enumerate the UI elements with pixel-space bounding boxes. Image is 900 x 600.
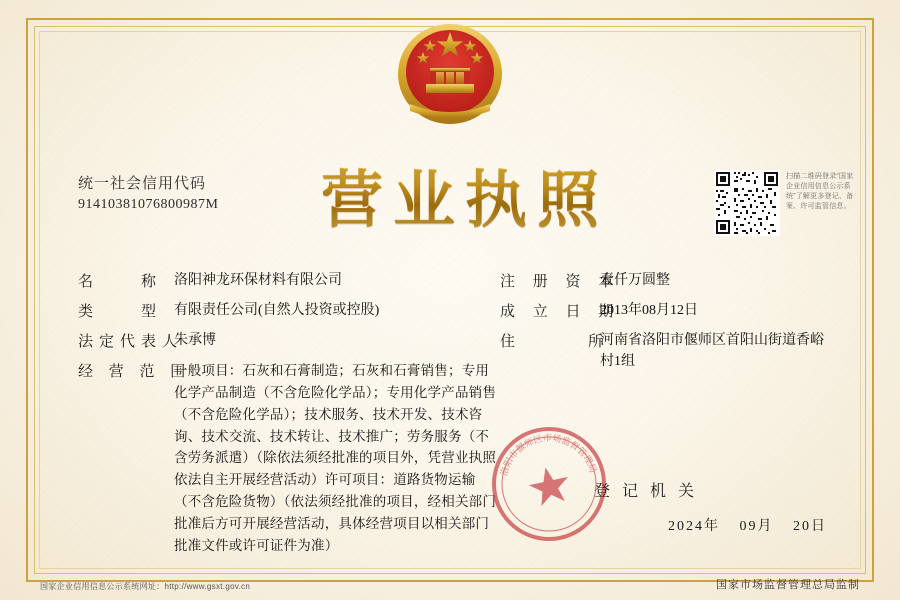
qr-code-icon[interactable] xyxy=(714,170,780,236)
field-row-name xyxy=(78,270,498,291)
document-title: 营业执照 xyxy=(255,150,675,239)
field-row-registered-capital xyxy=(500,270,830,291)
field-value-legal-representative: 朱承博 xyxy=(174,333,216,348)
qr-code-note: 扫描二维码登录“国家企业信用信息公示系统”了解更多登记、备案、许可监管信息。 xyxy=(786,173,854,211)
field-value-establishment-date: 2013年08月12日 xyxy=(600,303,698,318)
svg-text:偃: 偃 xyxy=(514,441,528,456)
field-row-type xyxy=(78,300,498,321)
field-value-registered-capital: 壹仟万圆整 xyxy=(600,273,670,288)
svg-text:市: 市 xyxy=(542,433,553,445)
svg-text:场: 场 xyxy=(551,433,563,446)
svg-text:洛: 洛 xyxy=(499,465,512,478)
issue-date-year: 2024年 xyxy=(668,519,720,534)
right-field-list xyxy=(500,270,830,381)
field-label-address: 住 所 xyxy=(500,334,611,350)
field-label-registered-capital: 注 册 资 本 xyxy=(500,274,621,290)
left-field-list xyxy=(78,270,498,566)
field-row-address xyxy=(500,330,830,372)
field-row-legal-representative xyxy=(78,330,498,351)
credit-code-value: 91410381076800987M xyxy=(78,197,219,212)
issue-date xyxy=(668,515,841,535)
svg-text:监: 监 xyxy=(559,435,572,449)
svg-text:督: 督 xyxy=(567,440,581,454)
field-value-address: 河南省洛阳市偃师区首阳山街道香峪村1组 xyxy=(600,333,824,369)
svg-text:师: 师 xyxy=(523,437,536,451)
field-value-name: 洛阳神龙环保材料有限公司 xyxy=(174,273,342,288)
svg-text:区: 区 xyxy=(532,434,544,447)
field-label-establishment-date: 成 立 日 期 xyxy=(500,304,621,320)
issue-date-month: 09月 xyxy=(739,519,774,534)
field-label-legal-representative: 法定代表人 xyxy=(78,334,184,350)
svg-text:管: 管 xyxy=(574,446,589,460)
svg-text:局: 局 xyxy=(585,462,598,475)
national-emblem-icon xyxy=(380,12,520,132)
field-label-name: 名 称 xyxy=(78,274,163,290)
field-label-type: 类 型 xyxy=(78,304,163,320)
svg-text:阳: 阳 xyxy=(502,456,516,470)
footer-issuer: 国家市场监督管理总局监制 xyxy=(716,579,860,591)
svg-text:理: 理 xyxy=(580,453,594,467)
svg-text:市: 市 xyxy=(507,448,522,462)
corner-ornament-bottom-right xyxy=(820,528,874,582)
field-row-establishment-date xyxy=(500,300,830,321)
field-value-business-scope: 一般项目：石灰和石膏制造；石灰和石膏销售；专用化学产品制造（不含危险化学品）；专用化学产品销售（不含危险化学品）；技术服务、技术开发、技术咨询、技术交流、技术转让、技术推广；劳务服务（不含劳务派遣）（除依法须经批准的项目外，凭营业执照依法自主开展经营活动）许可项目：道路货物运输（不含危险货物）（依法须经批准的项目，经相关部门批准后方可开展经营活动，具体经营项目以相关部门批准文件或许可证件为准） xyxy=(174,363,497,553)
corner-ornament-top-left xyxy=(26,18,80,72)
credit-code-block xyxy=(78,172,218,213)
credit-code-label: 统一社会信用代码 xyxy=(78,176,207,192)
issue-date-day: 20日 xyxy=(793,519,827,534)
corner-ornament-top-right xyxy=(820,18,874,72)
footer-website-note: 国家企业信用信息公示系统网址：http://www.gsxt.gov.cn xyxy=(40,582,251,591)
field-value-type: 有限责任公司(自然人投资或控股) xyxy=(174,303,380,318)
corner-ornament-bottom-left xyxy=(26,528,80,582)
field-label-business-scope: 经 营 范 围 xyxy=(78,364,192,380)
field-row-business-scope xyxy=(78,360,498,557)
registration-authority-label: 登 记 机 关 xyxy=(594,483,699,500)
